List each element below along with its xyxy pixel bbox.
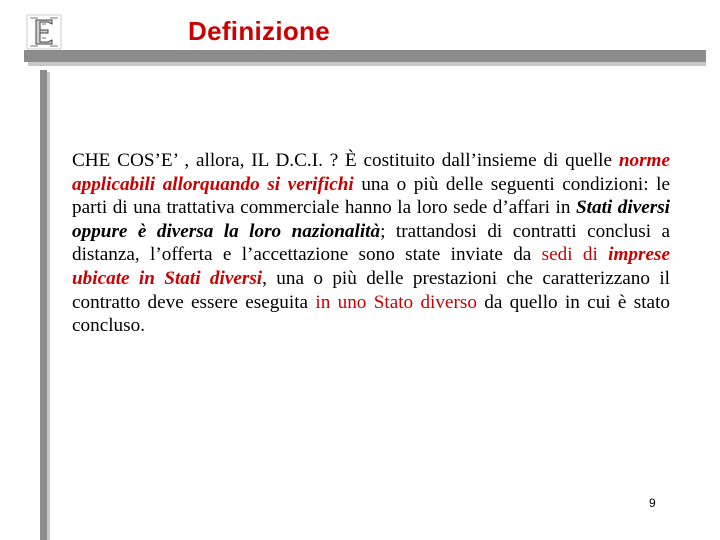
book-logo-icon (26, 14, 62, 50)
highlighted-text: norme applicabili allorquando si verifichi (72, 150, 670, 195)
definition-paragraph (72, 149, 670, 338)
slide-title: Definizione (188, 16, 330, 46)
text-segment: ; trattandosi di contratti conclusi a distanza, l’offerta e l’accettazione sono state inviate da (72, 220, 670, 266)
text-segment: CHE COS’E’ , allora, IL D.C.I. ? È costituito dall’insieme di quelle (72, 150, 619, 171)
text-segment: una o più delle seguenti condizioni: le parti di una trattativa commerciale hanno la loro sede d’affari in (72, 173, 670, 219)
text-segment: da quello in cui è stato concluso. (72, 291, 670, 337)
emphasized-text: Stati diversi oppure è diversa la loro nazionalità (72, 197, 671, 242)
highlighted-text: sedi di (541, 244, 609, 266)
page-number: 9 (649, 496, 656, 510)
horizontal-divider (24, 50, 706, 66)
highlighted-text: imprese ubicate in Stati diversi (72, 244, 670, 289)
text-segment: , una o più delle prestazioni che caratterizzano il contratto deve essere eseguita (72, 267, 670, 313)
vertical-divider (40, 70, 50, 540)
highlighted-text: in uno Stato diverso (315, 291, 477, 313)
